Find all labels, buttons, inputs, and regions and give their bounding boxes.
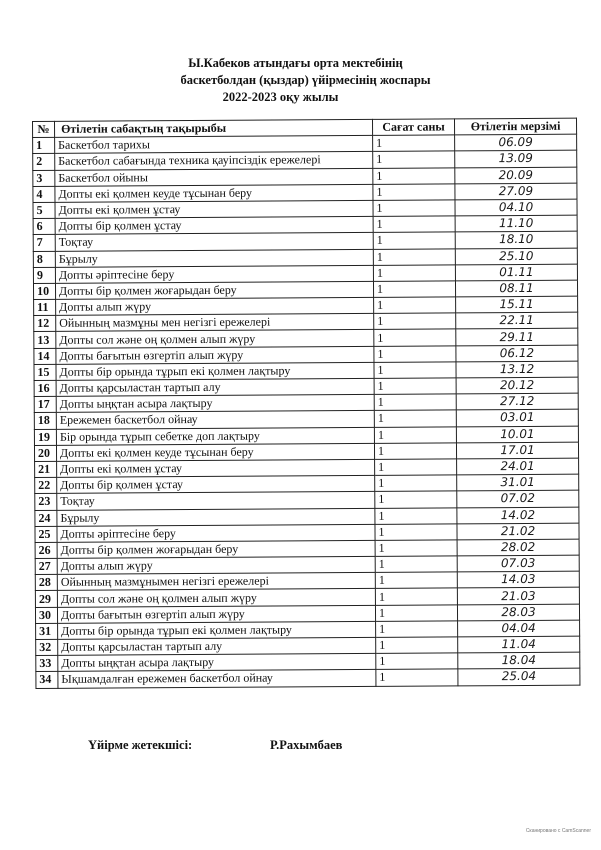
row-date: 17.01 xyxy=(456,442,578,459)
row-number: 24 xyxy=(35,510,57,526)
row-topic: Допты сол және оң қолмен алып жүру xyxy=(56,330,374,348)
row-hours: 1 xyxy=(376,653,458,670)
row-number: 13 xyxy=(34,332,56,348)
row-hours: 1 xyxy=(374,362,456,379)
row-hours: 1 xyxy=(374,346,456,363)
row-number: 26 xyxy=(35,542,57,558)
row-hours: 1 xyxy=(375,491,457,508)
row-number: 10 xyxy=(33,283,55,299)
row-topic: Допты қарсыластан тартып алу xyxy=(58,637,376,655)
row-date: 13.09 xyxy=(455,151,577,168)
row-date: 10.01 xyxy=(456,426,578,443)
row-topic: Допты екі қолмен кеуде тұсынан беру xyxy=(56,443,374,461)
row-topic: Допты әріптесіне беру xyxy=(57,524,375,542)
row-hours: 1 xyxy=(373,281,455,298)
row-hours: 1 xyxy=(374,410,456,427)
row-topic: Ережемен баскетбол ойнау xyxy=(56,411,374,429)
row-date: 18.04 xyxy=(458,652,580,669)
row-number: 33 xyxy=(36,656,58,672)
row-number: 17 xyxy=(34,397,56,413)
row-topic: Допты әріптесіне беру xyxy=(55,265,373,283)
row-number: 3 xyxy=(33,170,55,186)
row-date: 28.02 xyxy=(457,539,579,556)
row-date: 14.02 xyxy=(457,507,579,524)
document-header xyxy=(0,55,601,106)
header-plan-line: баскетболдан (қыздар) үйірмесінің жоспары xyxy=(180,73,431,87)
row-hours: 1 xyxy=(376,637,458,654)
row-number: 28 xyxy=(35,575,57,591)
row-topic: Допты бір орында тұрып екі қолмен лақтыру xyxy=(58,621,376,639)
col-header-hours: Сағат саны xyxy=(372,119,454,136)
row-hours: 1 xyxy=(374,378,456,395)
row-date: 14.03 xyxy=(457,571,579,588)
row-date: 07.03 xyxy=(457,555,579,572)
row-topic: Баскетбол тарихы xyxy=(55,136,373,154)
row-topic: Допты бір қолмен жоғарыдан беру xyxy=(55,281,373,299)
row-topic: Бір орында тұрып себетке доп лақтыру xyxy=(56,427,374,445)
row-date: 04.04 xyxy=(458,620,580,637)
row-number: 20 xyxy=(34,445,56,461)
row-hours: 1 xyxy=(376,669,458,686)
row-number: 5 xyxy=(33,202,55,218)
row-topic: Допты алып жүру xyxy=(56,297,374,315)
row-date: 20.12 xyxy=(456,377,578,394)
row-topic: Допты ыңқтан асыра лақтыру xyxy=(56,395,374,413)
row-topic: Бұрылу xyxy=(55,249,373,267)
row-date: 08.11 xyxy=(455,280,577,297)
row-topic: Ықшамдалған ережемен баскетбол ойнау xyxy=(58,670,376,688)
row-topic: Допты бір қолмен ұстау xyxy=(57,476,375,494)
row-topic: Бұрылу xyxy=(57,508,375,526)
row-number: 15 xyxy=(34,364,56,380)
row-hours: 1 xyxy=(375,524,457,541)
table-body xyxy=(33,134,580,688)
row-number: 2 xyxy=(33,154,55,170)
row-number: 4 xyxy=(33,186,55,202)
row-hours: 1 xyxy=(373,135,455,152)
row-date: 18.10 xyxy=(455,231,577,248)
row-date: 25.10 xyxy=(455,248,577,265)
row-hours: 1 xyxy=(373,232,455,249)
row-number: 22 xyxy=(35,477,57,493)
row-topic: Ойынның мазмұнымен негізгі ережелері xyxy=(57,573,375,591)
row-date: 27.12 xyxy=(456,393,578,410)
row-hours: 1 xyxy=(373,167,455,184)
row-date: 24.01 xyxy=(457,458,579,475)
row-date: 20.09 xyxy=(455,167,577,184)
row-date: 06.12 xyxy=(456,345,578,362)
row-topic: Допты бір орында тұрып екі қолмен лақтыру xyxy=(56,362,374,380)
row-date: 11.10 xyxy=(455,215,577,232)
row-date: 31.01 xyxy=(457,474,579,491)
row-topic: Тоқтау xyxy=(55,233,373,251)
row-hours: 1 xyxy=(373,248,455,265)
row-topic: Допты бір қолмен жоғарыдан беру xyxy=(57,540,375,558)
row-hours: 1 xyxy=(373,216,455,233)
row-date: 21.03 xyxy=(457,588,579,605)
row-number: 9 xyxy=(33,267,55,283)
row-topic: Допты екі қолмен ұстау xyxy=(57,459,375,477)
row-hours: 1 xyxy=(375,507,457,524)
row-hours: 1 xyxy=(374,313,456,330)
row-number: 16 xyxy=(34,380,56,396)
row-date: 21.02 xyxy=(457,523,579,540)
row-number: 8 xyxy=(33,251,55,267)
row-date: 06.09 xyxy=(455,134,577,151)
row-hours: 1 xyxy=(374,329,456,346)
row-hours: 1 xyxy=(374,426,456,443)
row-hours: 1 xyxy=(374,297,456,314)
row-topic: Допты бір қолмен ұстау xyxy=(55,217,373,235)
row-topic: Тоқтау xyxy=(57,492,375,510)
row-hours: 1 xyxy=(375,475,457,492)
row-number: 11 xyxy=(34,299,56,315)
row-date: 11.04 xyxy=(458,636,580,653)
row-hours: 1 xyxy=(376,621,458,638)
row-topic: Баскетбол сабағында техника қауіпсіздік ережелері xyxy=(55,152,373,170)
row-topic: Допты бағытын өзгертіп алып жүру xyxy=(57,605,375,623)
row-topic: Ойынның мазмұны мен негізгі ережелері xyxy=(56,314,374,332)
row-topic: Допты ыңқтан асыра лақтыру xyxy=(58,654,376,672)
row-number: 31 xyxy=(36,623,58,639)
scanner-watermark: Сканировано с CamScanner xyxy=(525,828,591,834)
row-date: 25.04 xyxy=(458,669,580,686)
row-topic: Допты қарсыластан тартып алу xyxy=(56,378,374,396)
row-number: 34 xyxy=(36,672,58,688)
row-number: 25 xyxy=(35,526,57,542)
row-topic: Допты екі қолмен кеуде тұсынан беру xyxy=(55,184,373,202)
row-number: 30 xyxy=(35,607,57,623)
header-school-line: Ы.Кабеков атындағы орта мектебінің xyxy=(188,56,403,70)
row-number: 1 xyxy=(33,138,55,154)
table-row xyxy=(36,669,580,689)
row-date: 22.11 xyxy=(456,312,578,329)
row-date: 28.03 xyxy=(457,604,579,621)
row-topic: Допты бағытын өзгертіп алып жүру xyxy=(56,346,374,364)
row-number: 12 xyxy=(34,316,56,332)
row-date: 29.11 xyxy=(456,329,578,346)
row-number: 29 xyxy=(35,591,57,607)
row-number: 18 xyxy=(34,413,56,429)
lesson-plan-table xyxy=(32,118,580,689)
col-header-topic: Өтілетін сабақтың тақырыбы xyxy=(55,119,373,137)
row-hours: 1 xyxy=(374,443,456,460)
row-hours: 1 xyxy=(375,605,457,622)
row-hours: 1 xyxy=(373,184,455,201)
leader-label: Үйірме жетекшісі: xyxy=(88,738,193,752)
row-number: 7 xyxy=(33,235,55,251)
row-date: 01.11 xyxy=(455,264,577,281)
leader-name: Р.Рахымбаев xyxy=(270,738,343,752)
row-number: 19 xyxy=(34,429,56,445)
row-number: 6 xyxy=(33,218,55,234)
row-topic: Баскетбол ойыны xyxy=(55,168,373,186)
row-date: 03.01 xyxy=(456,410,578,427)
row-hours: 1 xyxy=(375,459,457,476)
row-hours: 1 xyxy=(373,200,455,217)
col-header-date: Өтілетін мерзімі xyxy=(454,118,576,135)
row-date: 13.12 xyxy=(456,361,578,378)
row-hours: 1 xyxy=(375,572,457,589)
row-date: 15.11 xyxy=(456,296,578,313)
header-year-line: 2022-2023 оқу жылы xyxy=(222,90,339,104)
row-topic: Допты сол және оң қолмен алып жүру xyxy=(57,589,375,607)
row-hours: 1 xyxy=(375,556,457,573)
row-hours: 1 xyxy=(375,540,457,557)
row-number: 14 xyxy=(34,348,56,364)
row-hours: 1 xyxy=(373,265,455,282)
row-number: 32 xyxy=(36,639,58,655)
row-topic: Допты алып жүру xyxy=(57,556,375,574)
col-header-number: № xyxy=(33,121,55,137)
row-date: 04.10 xyxy=(455,199,577,216)
row-number: 21 xyxy=(35,461,57,477)
row-hours: 1 xyxy=(375,588,457,605)
row-hours: 1 xyxy=(373,151,455,168)
row-number: 27 xyxy=(35,558,57,574)
row-number: 23 xyxy=(35,494,57,510)
row-date: 07.02 xyxy=(457,490,579,507)
row-date: 27.09 xyxy=(455,183,577,200)
row-topic: Допты екі қолмен ұстау xyxy=(55,200,373,218)
row-hours: 1 xyxy=(374,394,456,411)
